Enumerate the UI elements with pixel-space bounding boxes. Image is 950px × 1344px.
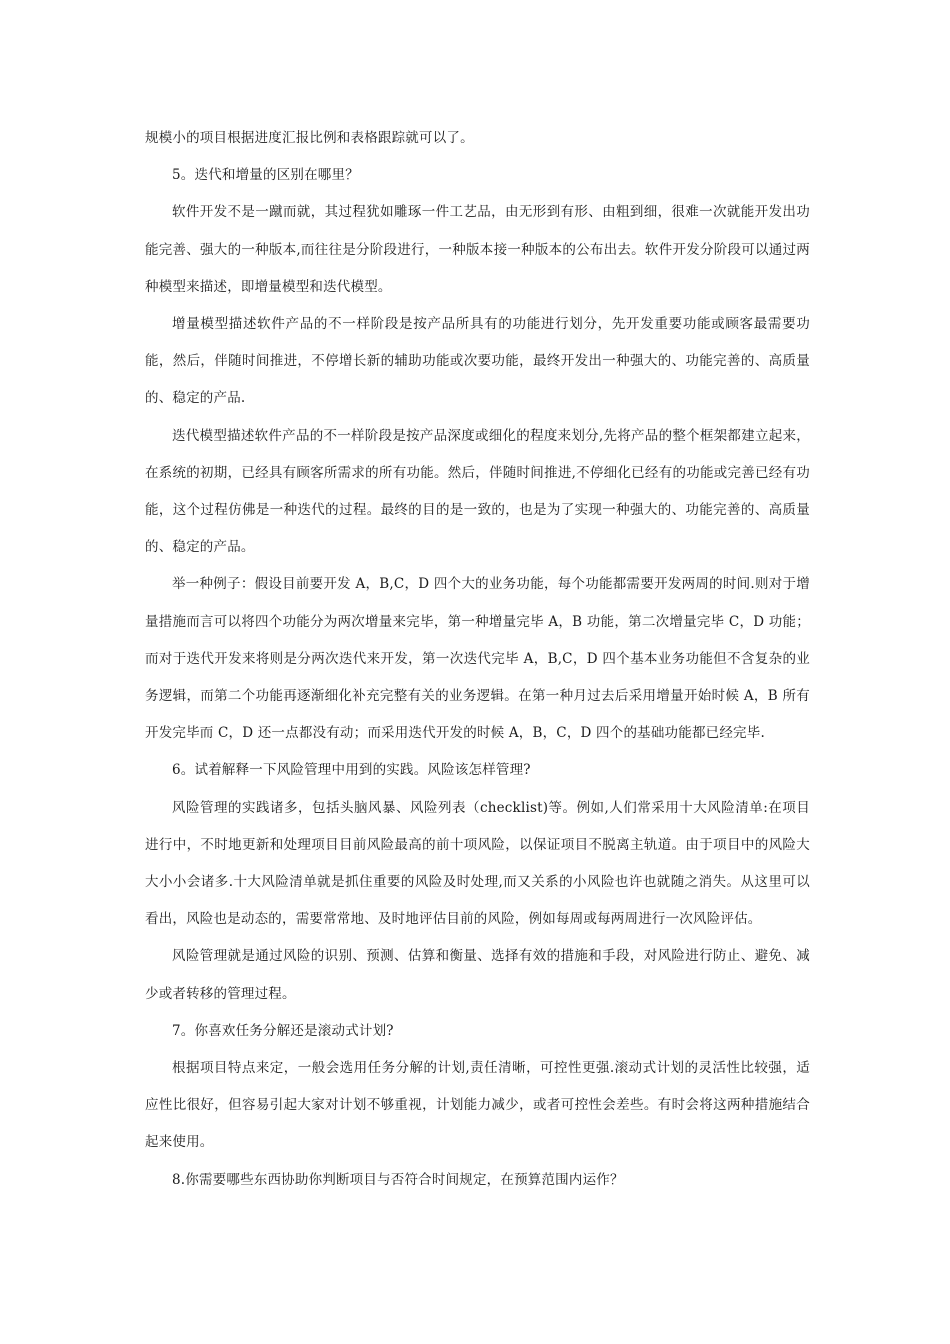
question-7-heading: 7。你喜欢任务分解还是滚动式计划?: [172, 1022, 394, 1039]
question-6-heading: 6。试着解释一下风险管理中用到的实践。风险该怎样管理?: [172, 762, 531, 779]
paragraph-continuation: 规模小的项目根据进度汇报比例和表格跟踪就可以了。: [145, 130, 474, 146]
paragraph-risk-practices: 风险管理的实践诸多，包括头脑风暴、风险列表（checklist)等。例如,人们常采用十大风险清单:在项目进行中，不时地更新和处理项目目前风险最高的前十项风险，以保证项目不脱离主轨道。由于项目中的风险大大小小会诸多.十大风险清单就是抓住重要的风险及时处理,而又关系的小风险也许也就随之消失。从这里可以看出，风险也是动态的，需要常常地、及时地评估目前的风险，例如每周或每两周进行一次风险评估。: [145, 799, 810, 928]
question-5-heading: 5。迭代和增量的区别在哪里？: [172, 167, 359, 184]
paragraph-example: 举一种例子：假设目前要开发 A，B,C，D 四个大的业务功能，每个功能都需要开发两周的时间.则对于增量措施而言可以将四个功能分为两次增量来完毕，第一种增量完毕 A，B 功能，第二次增量完毕 C，D 功能；而对于迭代开发来将则是分两次迭代来开发，第一次迭代完毕 A，B,C，D 四个基本业务功能但不含复杂的业务逻辑，而第二个功能再逐渐细化补充完整有关的业务逻辑。在第一种月过去后采用增量开始时候 A，B 所有开发完毕而 C，D 还一点都没有动；而采用迭代开发的时候 A，B，C，D 四个的基础功能都已经完毕.: [145, 576, 810, 742]
paragraph-incremental-model: 增量模型描述软件产品的不一样阶段是按产品所具有的功能进行划分，先开发重要功能或顾客最需要功能，然后，伴随时间推进，不停增长新的辅助功能或次要功能，最终开发出一种强大的、功能完善的、高质量的、稳定的产品.: [145, 316, 810, 407]
question-8-heading: 8.你需要哪些东西协助你判断项目与否符合时间规定，在预算范围内运作？: [172, 1171, 624, 1188]
paragraph-software-development-stages: 软件开发不是一蹴而就，其过程犹如雕琢一件工艺品，由无形到有形、由粗到细，很难一次就能开发出功能完善、强大的一种版本,而往往是分阶段进行，一种版本接一种版本的公布出去。软件开发分阶段可以通过两种模型来描述，即增量模型和迭代模型。: [145, 204, 810, 295]
paragraph-risk-management-definition: 风险管理就是通过风险的识别、预测、估算和衡量、选择有效的措施和手段，对风险进行防止、避免、减少或者转移的管理过程。: [145, 948, 810, 1002]
paragraph-iterative-model: 迭代模型描述软件产品的不一样阶段是按产品深度或细化的程度来划分,先将产品的整个框架都建立起来，在系统的初期，已经具有顾客所需求的所有功能。然后，伴随时间推进,不停细化已经有的功能或完善已经有功能，这个过程仿佛是一种迭代的过程。最终的目的是一致的，也是为了实现一种强大的、功能完善的、高质量的、稳定的产品。: [145, 427, 810, 556]
document-body: [145, 120, 810, 1199]
paragraph-task-decomposition: 根据项目特点来定，一般会选用任务分解的计划,责任清晰，可控性更强.滚动式计划的灵活性比较强，适应性比很好，但容易引起大家对计划不够重视，计划能力减少，或者可控性会差些。有时会将这两种措施结合起来使用。: [145, 1060, 810, 1151]
